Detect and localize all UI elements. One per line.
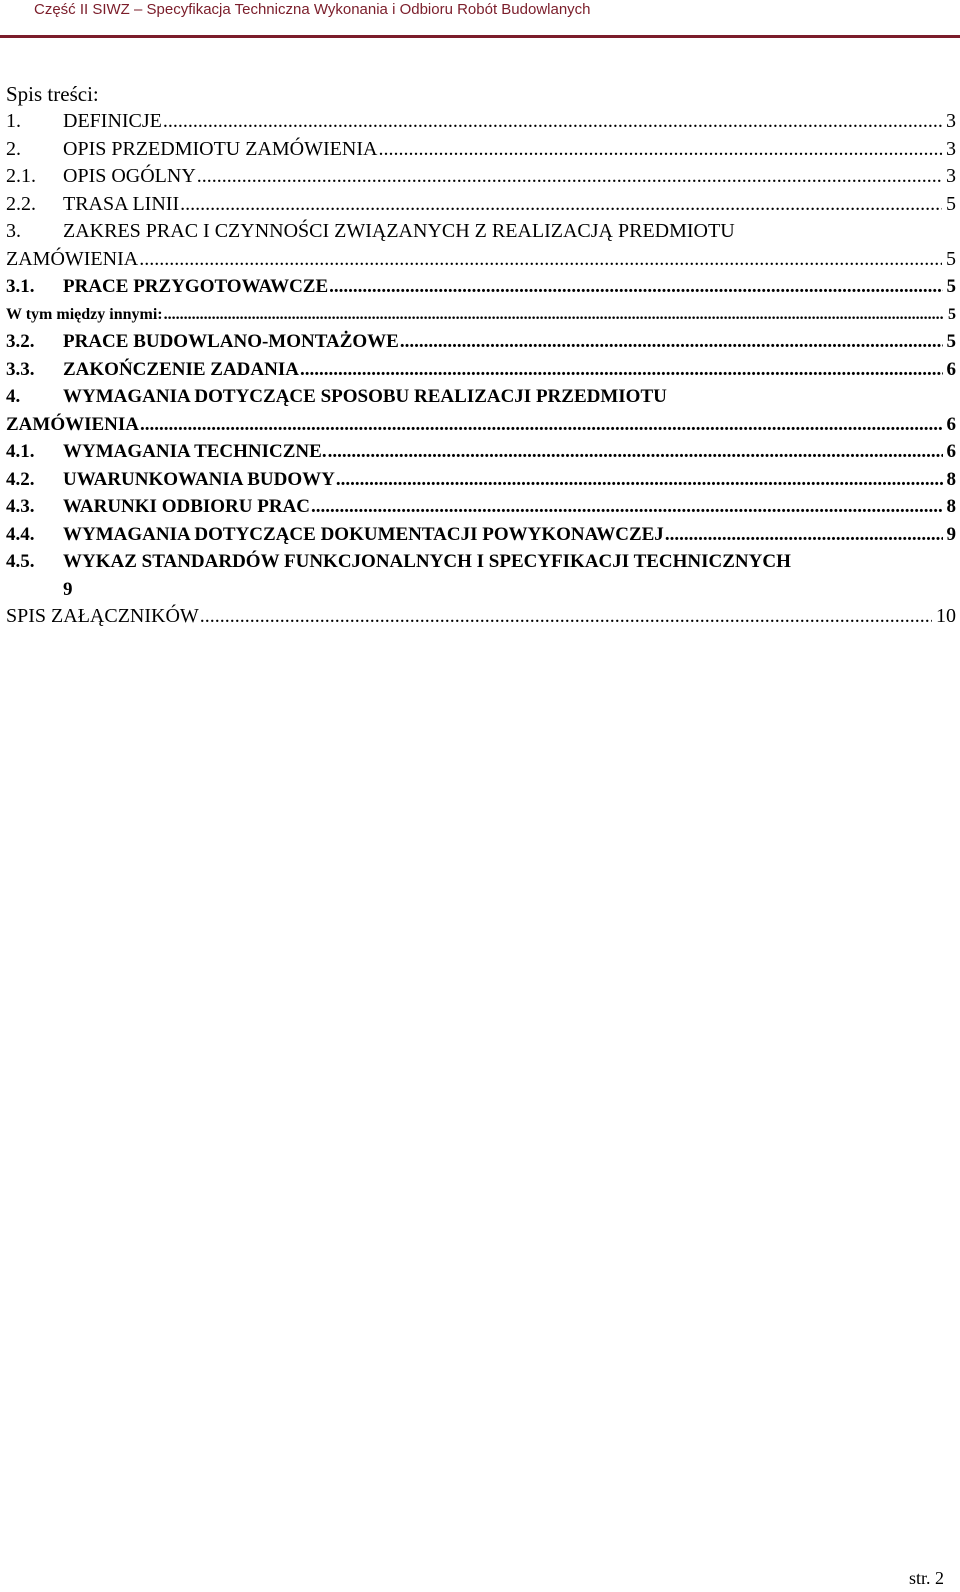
toc-entry[interactable]: [6, 603, 956, 631]
toc-entry-continuation[interactable]: [6, 576, 956, 604]
toc-entry[interactable]: [6, 328, 956, 356]
toc-title: Spis treści:: [6, 82, 99, 106]
toc-entry[interactable]: [6, 493, 956, 521]
toc-entry[interactable]: [6, 356, 956, 384]
toc-entry-page: 8: [946, 496, 956, 517]
toc-leader-dots: [336, 466, 943, 494]
toc-entry-page: 10: [936, 605, 956, 627]
toc-entry-page: 8: [946, 468, 956, 490]
table-of-contents: [6, 80, 956, 631]
toc-entry-number: 4.5.: [6, 551, 35, 572]
toc-entry-label: DEFINICJE: [63, 110, 162, 132]
toc-entry-number: 3.3.: [6, 358, 35, 380]
toc-entry[interactable]: [6, 273, 956, 301]
toc-entry-number: 4.3.: [6, 496, 35, 517]
toc-entry-label: UWARUNKOWANIA BUDOWY: [63, 468, 335, 490]
toc-leader-dots: [200, 603, 932, 631]
toc-leader-dots: [163, 108, 942, 136]
toc-entry-number: 2.1.: [6, 165, 36, 187]
toc-entry-label: WYMAGANIA TECHNICZNE.: [63, 441, 327, 462]
toc-entry-number: 2.2.: [6, 192, 36, 215]
page-number: str. 2: [908, 1568, 944, 1588]
toc-entry-number: 4.: [6, 386, 21, 407]
toc-leader-dots: [164, 301, 944, 329]
toc-entry-number: 4.1.: [6, 441, 35, 462]
toc-entry-page: 5: [946, 331, 956, 352]
toc-leader-dots: [328, 438, 943, 466]
toc-leader-dots: [197, 163, 942, 191]
toc-entry[interactable]: [6, 163, 956, 191]
toc-entry[interactable]: [6, 191, 956, 219]
toc-entry[interactable]: [6, 136, 956, 164]
toc-entry-label: ZAKRES PRAC I CZYNNOŚCI ZWIĄZANYCH Z REALIZACJĄ PREDMIOTU: [63, 220, 735, 242]
toc-entry-number: 1.: [6, 110, 21, 132]
toc-entry-page: 5: [948, 305, 956, 323]
toc-entry-label: OPIS PRZEDMIOTU ZAMÓWIENIA: [63, 137, 378, 160]
toc-entry[interactable]: [6, 383, 956, 411]
toc-entry-label: W tym między innymi:: [6, 305, 163, 323]
toc-entry-label: SPIS ZAŁĄCZNIKÓW: [6, 605, 199, 627]
toc-entry-label: WYKAZ STANDARDÓW FUNKCJONALNYCH I SPECYFIKACJI TECHNICZNYCH: [63, 551, 791, 572]
toc-leader-dots: [400, 328, 943, 356]
toc-entry-number: 3.: [6, 220, 21, 242]
toc-entry-page: 3: [946, 165, 956, 187]
toc-leader-dots: [139, 246, 942, 274]
toc-leader-dots: [300, 356, 943, 384]
toc-leader-dots: [329, 273, 942, 301]
toc-entry-page: 6: [946, 413, 956, 435]
toc-entry-page: 9: [63, 578, 73, 600]
toc-leader-dots: [140, 411, 942, 439]
toc-entry-number: 3.1.: [6, 276, 35, 297]
toc-entry-page: 5: [946, 192, 956, 215]
toc-entry-page: 5: [946, 276, 956, 297]
toc-entry-continuation[interactable]: [6, 411, 956, 439]
toc-entry-label: WARUNKI ODBIORU PRAC: [63, 496, 311, 517]
toc-leader-dots: [311, 493, 942, 521]
toc-entry[interactable]: [6, 438, 956, 466]
toc-entry[interactable]: [6, 108, 956, 136]
toc-entry-page: 9: [946, 523, 956, 545]
toc-leader-dots: [378, 136, 942, 164]
toc-entry-number: 2.: [6, 137, 21, 160]
toc-entry[interactable]: [6, 218, 956, 246]
toc-entry[interactable]: [6, 521, 956, 549]
document-header: [0, 0, 960, 38]
toc-entry-label: WYMAGANIA DOTYCZĄCE DOKUMENTACJI POWYKONAWCZEJ: [63, 523, 664, 545]
toc-entry-label-cont: ZAMÓWIENIA: [6, 247, 139, 270]
toc-entry[interactable]: [6, 548, 956, 576]
toc-entry-page: 6: [946, 358, 956, 380]
toc-entry-label: OPIS OGÓLNY: [63, 165, 196, 187]
toc-entry-number: 3.2.: [6, 331, 35, 352]
toc-entry-continuation[interactable]: [6, 246, 956, 274]
toc-entry-page: 3: [946, 137, 956, 160]
toc-leader-dots: [180, 191, 942, 219]
toc-entry-label-cont: ZAMÓWIENIA: [6, 413, 140, 435]
header-title: Część II SIWZ – Specyfikacja Techniczna Wykonania i Odbioru Robót Budowlanych: [34, 1, 591, 18]
toc-entry-label: PRACE PRZYGOTOWAWCZE: [63, 276, 329, 297]
toc-entry-label: TRASA LINII: [63, 192, 180, 215]
toc-leader-dots: [665, 521, 943, 549]
toc-entry[interactable]: [6, 466, 956, 494]
toc-entry-number: 4.2.: [6, 468, 35, 490]
toc-entry-label: PRACE BUDOWLANO-MONTAŻOWE: [63, 331, 399, 352]
toc-entry-page: 5: [946, 247, 956, 270]
toc-entry-number: 4.4.: [6, 523, 35, 545]
toc-entry[interactable]: [6, 301, 956, 329]
toc-entry-page: 6: [946, 441, 956, 462]
toc-entry-label: WYMAGANIA DOTYCZĄCE SPOSOBU REALIZACJI PRZEDMIOTU: [63, 386, 667, 407]
toc-entry-label: ZAKOŃCZENIE ZADANIA: [63, 358, 299, 380]
toc-entry-page: 3: [946, 110, 956, 132]
